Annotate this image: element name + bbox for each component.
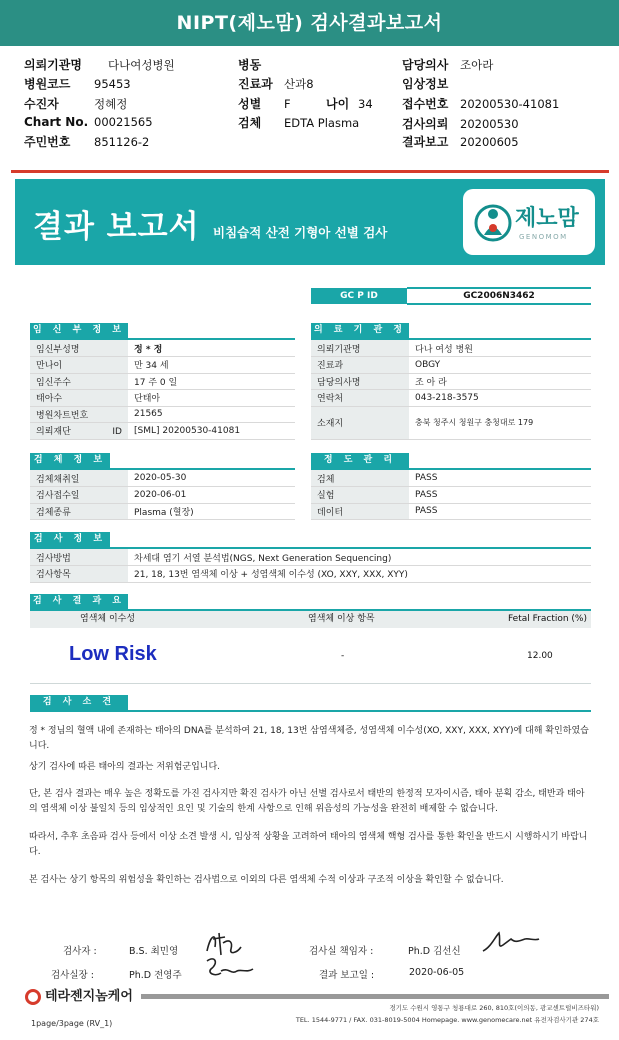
genomom-logo-icon	[473, 201, 513, 245]
findings-paragraph-3: 단, 본 검사 결과는 매우 높은 정확도를 가진 검사지만 확진 검사가 아닌 선별 검사로서 태반의 한정적 모자이시즘, 태아 분획 감소, 태반과 태아의 염색체 이상 불일치 등의 임상적인 요인 및 기술의 한계 사항으로 인해 위음성의 가능성을 완전히 배제할 수 없습니다.	[29, 789, 585, 814]
report-date-value: 2020-06-05	[409, 967, 465, 978]
findings-paragraph-1: 정 * 정님의 혈액 내에 존재하는 태아의 DNA를 분석하여 21, 18, 13번 삼염색체증, 성염색체 이수성(XO, XXY, XXX, XYY)에 대해 확인하였습니다.	[29, 726, 589, 751]
lab-head-label: 검사실장 :	[51, 970, 94, 981]
header-request-date: 검사의뢰 20200530	[402, 117, 519, 131]
summary-col-abnormal: 염색체 이상 항목	[308, 614, 375, 624]
findings-paragraph-4: 따라서, 추후 초음파 검사 등에서 이상 소견 발생 시, 임상적 상황을 고려하여 태아의 염색체 핵형 검사를 통한 확인을 반드시 시행하시기 바랍니다.	[29, 832, 588, 857]
header-clinical-info: 임상정보	[402, 77, 449, 91]
table-row: 검사항목 21, 18, 13번 염색체 이상 + 성염색체 이수성 (XO, XXY, XXX, XYY)	[30, 566, 591, 583]
report-top-title: NIPT(제노맘) 검사결과보고서	[0, 0, 619, 46]
table-row: 검체 PASS	[311, 470, 591, 487]
table-row: 소재지 충북 청주시 청원구 충청대로 179	[311, 406, 591, 439]
table-row: 임신부성명 정 * 정	[30, 340, 295, 357]
lab-manager-name: Ph.D 김선신	[408, 946, 461, 957]
tester-name: B.S. 최민영	[129, 946, 179, 957]
section-specimen-title: 검 체 정 보	[30, 453, 110, 468]
lab-head-name: Ph.D 전영주	[129, 970, 182, 981]
table-row: 임신주수 17 주 0 일	[30, 373, 295, 390]
lab-manager-signature	[481, 929, 541, 957]
terragen-logo	[25, 985, 133, 1005]
result-fetal-fraction: 12.00	[527, 651, 553, 661]
table-row: 검사접수일 2020-06-01	[30, 487, 295, 504]
findings-paragraph-2: 상기 검사에 따른 태아의 결과는 저위험군입니다.	[29, 762, 221, 772]
header-report-date: 결과보고 20200605	[402, 135, 519, 149]
table-row: 진료과 OBGY	[311, 357, 591, 374]
page-number: 1page/3page (RV_1)	[31, 1019, 113, 1028]
test-info-table	[30, 549, 591, 583]
summary-col-ff: Fetal Fraction (%)	[508, 614, 587, 624]
table-row: 만나이 만 34 세	[30, 357, 295, 374]
lab-manager-label: 검사실 책임자 :	[309, 946, 374, 957]
table-row: 검체종류 Plasma (혈장)	[30, 503, 295, 520]
section-findings-rule	[30, 710, 591, 712]
patient-header	[0, 46, 619, 158]
gcp-id-value: GC2006N3462	[407, 288, 591, 304]
specimen-info-table	[30, 470, 295, 520]
header-chart-no: Chart No. 00021565	[24, 115, 153, 129]
header-accession-no: 접수번호 20200530-41081	[402, 97, 560, 111]
result-abnormal-items: -	[341, 651, 345, 661]
footer-contact: TEL. 1544-9771 / FAX. 031-8019-5004 Homepage. www.genomecare.net 유전자검사기관 274호	[295, 1016, 599, 1024]
header-department: 진료과 산과8	[238, 77, 314, 91]
lab-head-signature	[201, 953, 257, 983]
header-institution: 의뢰기관명 다나여성병원	[24, 58, 175, 72]
institution-info-table	[311, 340, 591, 440]
section-pregnant-title: 임 신 부 정 보	[30, 323, 128, 338]
header-resident-no: 주민번호 851126-2	[24, 135, 150, 149]
summary-col-aneuploidy: 염색체 이수성	[80, 614, 136, 624]
table-row: 검사방법 차세대 염기 서열 분석법(NGS, Next Generation Sequencing)	[30, 549, 591, 566]
findings-paragraph-5: 본 검사는 상기 항목의 위험성을 확인하는 검사법으로 이외의 다른 염색체 수적 이상과 구조적 이상을 확인할 수 없습니다.	[29, 875, 504, 885]
section-test-title: 검 사 정 보	[30, 532, 110, 547]
banner-subtitle: 비침습적 산전 기형아 선별 검사	[213, 225, 388, 240]
footer-address: 경기도 수원시 영통구 청룡대로 260, 810호(이의동, 광교센트럴비즈타워)	[389, 1004, 599, 1012]
table-row: 데이터 PASS	[311, 503, 591, 520]
report-sheet	[11, 170, 609, 1032]
banner-title: 결과 보고서	[33, 209, 200, 245]
terragen-logo-icon	[25, 989, 41, 1005]
gcp-id-table	[311, 287, 591, 305]
summary-header-row	[30, 611, 591, 628]
table-row: 담당의사명 조 아 라	[311, 373, 591, 390]
table-row: 의뢰기관명 다나 여성 병원	[311, 340, 591, 357]
section-institution-title: 의 료 기 관 정	[311, 323, 409, 338]
terragen-company-name: 테라젠지놈케어	[45, 989, 133, 1004]
table-row: 검체채취일 2020-05-30	[30, 470, 295, 487]
summary-bottom-rule	[30, 683, 591, 684]
gcp-id-label: GC P ID	[311, 288, 407, 304]
table-row: 연락처 043-218-3575	[311, 390, 591, 407]
header-sex: 성별 F 나이 34	[238, 97, 373, 111]
section-summary-title: 검 사 결 과 요	[30, 594, 128, 609]
header-doctor: 담당의사 조아라	[402, 58, 494, 72]
header-ward: 병동	[238, 58, 262, 72]
pregnant-info-table	[30, 340, 295, 440]
tester-label: 검사자 :	[63, 946, 97, 957]
report-date-label: 결과 보고일 :	[319, 970, 375, 981]
result-low-risk: Low Risk	[69, 643, 157, 665]
report-banner	[15, 179, 605, 265]
table-row: 태아수 단태아	[30, 390, 295, 407]
table-row: 실험 PASS	[311, 487, 591, 504]
table-row: 의뢰재단 ID [SML] 20200530-41081	[30, 423, 295, 440]
footer-bar	[141, 994, 609, 999]
section-findings-title: 검 사 소 견	[30, 695, 128, 710]
header-hospital-code: 병원코드 95453	[24, 77, 131, 91]
qc-info-table	[311, 470, 591, 520]
header-patient-name: 수진자 정혜정	[24, 97, 128, 111]
header-specimen: 검체 EDTA Plasma	[238, 116, 360, 130]
genomom-logo: 제노맘 GENOMOM	[463, 189, 595, 255]
section-qc-title: 정 도 관 리	[311, 453, 409, 468]
table-row: 병원차트번호 21565	[30, 406, 295, 423]
